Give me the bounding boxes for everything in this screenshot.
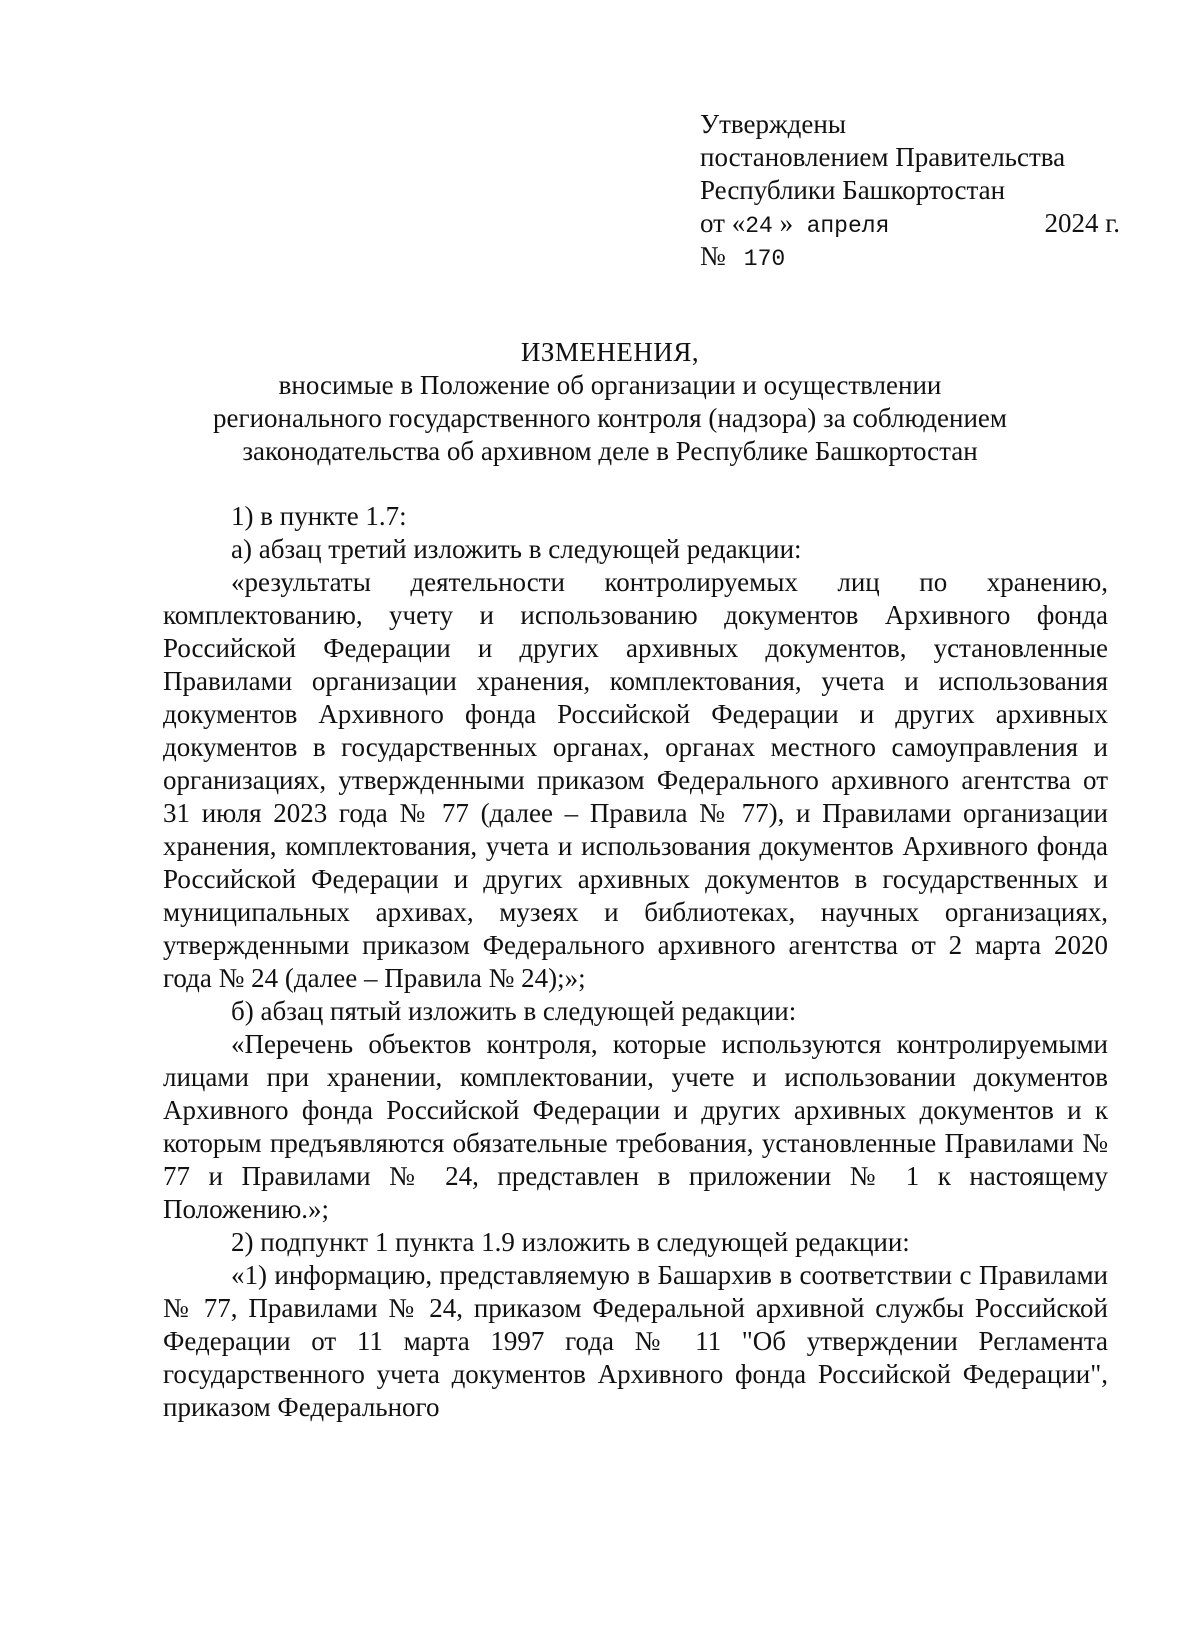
- approval-date-close: »: [772, 208, 800, 238]
- approval-number-value: 170: [743, 246, 786, 272]
- document-subtitle-line-3: законодательства об архивном деле в Республике Башкортостан: [242, 436, 978, 466]
- document-body: [163, 500, 1108, 1424]
- approval-number-prefix: №: [700, 241, 726, 271]
- paragraph-quote-3: «1) информацию, представляемую в Башархив в соответствии с Правилами № 77, Правилами № 24, приказом Федеральной архивной службы Российской Федерации от 11 марта 1997 года № 11 "Об утверждении Регламента государственного учета документов Архивного фонда Российской Федерации", приказом Федерального: [163, 1260, 1108, 1422]
- approval-date-year: 2024 г.: [1044, 208, 1120, 238]
- approval-line-republic: Республики Башкортостан: [700, 175, 1006, 205]
- paragraph-quote-2: «Перечень объектов контроля, которые используются контролируемыми лицами при хранении, комплектовании, учете и использовании документов Архивного фонда Российской Федерации и других архивных документов и к которым предъявляются обязательные требования, установленные Правилами № 77 и Правилами № 24, представлен в приложении № 1 к настоящему Положению.»;: [163, 1029, 1108, 1224]
- document-subtitle-line-1: вносимые в Положение об организации и осуществлении: [278, 370, 942, 400]
- paragraph-item-1b: б) абзац пятый изложить в следующей редакции:: [231, 996, 797, 1026]
- paragraph-item-1: 1) в пункте 1.7:: [231, 501, 407, 531]
- document-title: ИЗМЕНЕНИЯ,: [520, 337, 700, 367]
- approval-date-prefix: от «: [700, 208, 746, 238]
- approval-date-month: апреля: [806, 213, 890, 239]
- paragraph-item-1a: а) абзац третий изложить в следующей редакции:: [231, 534, 802, 564]
- approval-line-approved: Утверждены: [700, 109, 846, 139]
- approval-block: [700, 108, 1120, 276]
- paragraph-quote-1: «результаты деятельности контролируемых лиц по хранению, комплектованию, учету и использованию документов Архивного фонда Российской Федерации и других архивных документов, установленные Правилами организации хранения, комплектования, учета и использования документов Архивного фонда Российской Федерации и других архивных документов в государственных органах, органах местного самоуправления и организациях, утвержденными приказом Федерального архивного агентства от 31 июля 2023 года № 77 (далее – Правила № 77), и Правилами организации хранения, комплектования, учета и использования документов Архивного фонда Российской Федерации и других архивных документов в государственных и муниципальных архивах, музеях и библиотеках, научных организациях, утвержденными приказом Федерального архивного агентства от 2 марта 2020 года № 24 (далее – Правила № 24);»;: [163, 567, 1108, 993]
- approval-date-row: [700, 207, 1120, 240]
- document-heading: [160, 336, 1060, 468]
- approval-number-row: [700, 240, 1120, 276]
- approval-line-resolution: постановлением Правительства: [700, 142, 1066, 172]
- document-subtitle-line-2: регионального государственного контроля (надзора) за соблюдением: [213, 403, 1007, 433]
- approval-date-day: 24: [745, 213, 773, 239]
- paragraph-item-2: 2) подпункт 1 пункта 1.9 изложить в следующей редакции:: [231, 1227, 910, 1257]
